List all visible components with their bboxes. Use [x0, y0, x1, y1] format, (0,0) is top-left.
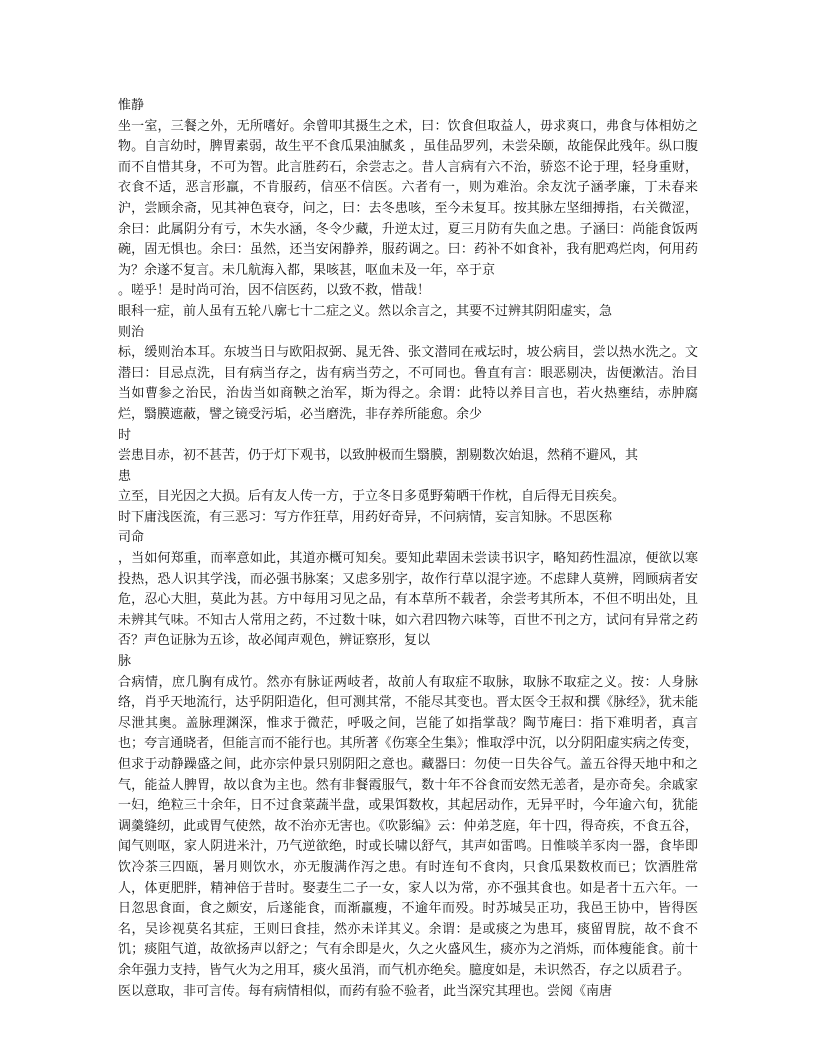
document-page — [118, 96, 698, 1002]
paragraph: 眼科一症，前人虽有五轮八廓七十二症之义。然以余言之，其要不过辨其阴阳虚实，急 则治 — [118, 303, 613, 340]
paragraph: 合病情，庶几胸有成竹。然亦有脉证两岐者，故前人有取症不取脉，取脉不取症之义。按：人身脉络，肖乎天地流行，达乎阴阳造化，但可测其常，不能尽其变也。晋太医令王叔和撰《脉经》，犹未能尽泄其奥。盖脉理渊深，惟求于微茫，呼吸之间，岂能了如指掌哉？陶节庵曰：指下难明者，真言也；夸言通晓者，但能言而不能行也。其所著《伤寒全生集》；惟取浮中沉，以分阴阳虚实病之传变，但求于动静躁盛之间，此亦宗仲景只别阴阳之意也。藏器曰：勿使一日失谷气。盖五谷得天地中和之气，能益人脾胃，故以食为主也。然有非餐霞服气，数十年不谷食而安然无恙者，是亦奇矣。余戚家一妇，绝粒三十余年，日不过食菜蔬半盘，或果饵数枚，其起居动作，无异平时，今年逾六旬，犹能调羹缝纫，此或胃气使然，故不治亦无害也。《吹影编》云：仲弟芝庭，年十四，得奇疾，不食五谷，闻气则呕，家人阴进米汁，乃气逆欲绝，时或长啸以舒气，其声如雷鸣。日惟啖羊豕肉一器，食毕即饮冷茶三四瓯，暑月则饮水，亦无腹满作泻之患。有时连旬不食肉，只食瓜果数枚而已；饮酒胜常人，体更肥胖，精神倍于昔时。娶妻生二子一女，家人以为常，亦不强其食也。如是者十五六年。一日忽思食面，食之颇安，后遂能食，而渐羸瘦，不逾年而殁。时苏城吴正功，我邑王协中，皆得医名，吴诊视莫名其症，王则曰食挂，然亦未详其义。余谓：是或痰之为患耳，痰留胃脘，故不食不饥；痰阻气道，故欲扬声以舒之；气有余即是火，久之火盛风生，痰亦为之消烁，而体瘦能食。前十余年强力支持，皆气火为之用耳，痰火虽消，而气机亦绝矣。臆度如是，未识然否，存之以质君子。 — [118, 674, 698, 978]
paragraph: 时下庸浅医流，有三恶习：写方作狂草，用药好奇异，不问病情，妄言知脉。不思医称 司命 — [118, 509, 613, 546]
paragraph: 标，缓则治本耳。东坡当日与欧阳叔弼、晁无咎、张文潜同在戒坛时，坡公病目，尝以热水洗之。文潜曰：目忌点洗，目有病当存之，齿有病当劳之，不可同也。鲁直有言：眼恶剔决，齿便漱洁。治目当如曹参之治民，治齿当如商鞅之治军，斯为得之。余谓：此特以养目言也，若火热壅结，赤肿腐烂，翳膜遮蔽，譬之镜受污垢，必当磨洗，非存养所能愈。余少 时 — [118, 345, 698, 443]
paragraph: 医以意取，非可言传。每有病情相似，而药有验不验者，此当深究其理也。尝阅《南唐 — [118, 983, 613, 999]
paragraph: 立至，目光因之大损。后有友人传一方，于立冬日多觅野菊晒干作枕，自后得无目疾矣。 — [118, 489, 626, 505]
paragraph: 。嗟乎！是时尚可治，因不信医药，以致不救，惜哉！ — [118, 283, 431, 299]
paragraph: ，当如何郑重，而率意如此，其道亦概可知矣。要知此辈固未尝读书识字，略知药性温凉，便欲以寒投热，恐人识其学浅，而必强书脉案；又虑多别字，故作行草以混字迹。不虑肆人莫辨，罔顾病者安危，忍心大胆，莫此为甚。方中每用习见之品，有本草所不载者，余尝考其所本，不但不明出处，且未辨其气味。不知古人常用之药，不过数十味，如六君四物六味等，百世不刊之方，试问有异常之药否？声色证脉为五诊，故必闻声观色，辨证察形，复以 脉 — [118, 551, 698, 670]
paragraph: 坐一室，三餐之外，无所嗜好。余曾叩其摄生之术，曰：饮食但取益人，毋求爽口，弗食与体相妨之物。自言幼时，脾胃素弱，故生平不食瓜果油腻炙 ，虽佳品罗列，未尝朵颐，故能保此残年。纵口腹而不自惜其身，不可为智。此言胜药石，余尝志之。昔人言病有六不治，骄恣不论于理，轻身重财，衣食不适，恶言形羸，不肯服药，信巫不信医。六者有一，则为难治。余友沈子涵孝廉，丁未春来沪，尝顾余斋，见其神色衰夺，问之，曰：去冬患咳，至今未复耳。按其脉左坚细搏指，右关微涩，余曰：此属阴分有亏，木失水涵，冬令少藏，升逆太过，夏三月防有失血之患。子涵曰：尚能食饭两碗，固无惧也。余曰：虽然，还当安闲静养，服药调之。曰：药补不如食补，我有肥鸡烂肉，何用药为？余遂不复言。未几航海入都，果咳甚，呕血未及一年，卒于京 — [118, 118, 698, 278]
section-title: 惟静 — [118, 98, 145, 113]
paragraph: 尝患目赤，初不甚苦，仍于灯下观书，以致肿极而生翳膜，割剔数次始退，然稍不避风，其 患 — [118, 448, 639, 484]
